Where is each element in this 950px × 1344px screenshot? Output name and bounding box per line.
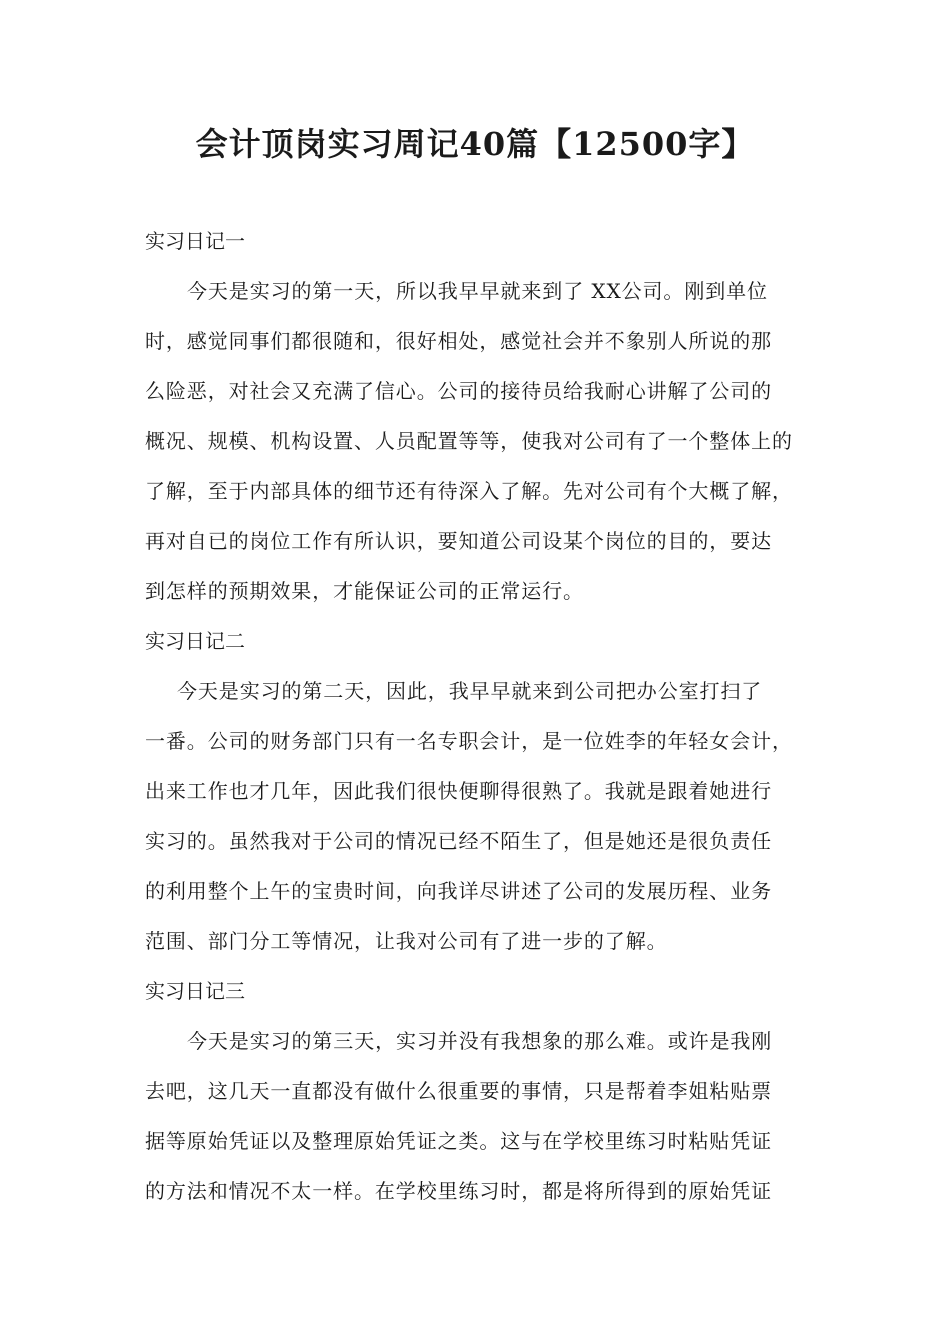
paragraph-line: 今天是实习的第一天，所以我早早就来到了 XX公司。刚到单位 [187, 279, 768, 303]
paragraph-line: 么险恶，对社会又充满了信心。公司的接待员给我耐心讲解了公司的 [145, 379, 772, 403]
paragraph-line: 去吧，这几天一直都没有做什么很重要的事情，只是帮着李姐粘贴票 [145, 1079, 772, 1103]
paragraph-line: 今天是实习的第三天，实习并没有我想象的那么难。或许是我刚 [187, 1029, 773, 1053]
section-heading-3: 实习日记三 [145, 979, 245, 1003]
document-title: 会计顶岗实习周记40篇【12500字】 [195, 125, 755, 163]
paragraph-line: 的方法和情况不太一样。在学校里练习时，都是将所得到的原始凭证 [145, 1179, 772, 1203]
paragraph-line: 时，感觉同事们都很随和，很好相处，感觉社会并不象别人所说的那 [145, 329, 772, 353]
paragraph-line: 实习的。虽然我对于公司的情况已经不陌生了，但是她还是很负责任 [145, 829, 772, 853]
section-heading-2: 实习日记二 [145, 629, 245, 653]
document-body [145, 216, 810, 1216]
paragraph-line: 到怎样的预期效果，才能保证公司的正常运行。 [145, 579, 584, 603]
paragraph-line: 了解，至于内部具体的细节还有待深入了解。先对公司有个大概了解， [145, 479, 793, 503]
paragraph-line: 出来工作也才几年，因此我们很快便聊得很熟了。我就是跟着她进行 [145, 779, 772, 803]
paragraph-line: 据等原始凭证以及整理原始凭证之类。这与在学校里练习时粘贴凭证 [145, 1129, 772, 1153]
section-heading-1: 实习日记一 [145, 229, 245, 253]
paragraph-line: 今天是实习的第二天，因此，我早早就来到公司把办公室打扫了 [177, 679, 763, 703]
section-paragraph-1 [145, 266, 810, 616]
section-paragraph-3 [145, 1016, 810, 1216]
paragraph-line: 范围、部门分工等情况，让我对公司有了进一步的了解。 [145, 929, 668, 953]
paragraph-line: 一番。公司的财务部门只有一名专职会计，是一位姓李的年轻女会计， [145, 729, 793, 753]
section-paragraph-2 [145, 666, 810, 966]
paragraph-line: 的利用整个上午的宝贵时间，向我详尽讲述了公司的发展历程、业务 [145, 879, 772, 903]
paragraph-line: 再对自已的岗位工作有所认识，要知道公司设某个岗位的目的，要达 [145, 529, 772, 553]
paragraph-line: 概况、规模、机构设置、人员配置等等，使我对公司有了一个整体上的 [145, 429, 793, 453]
